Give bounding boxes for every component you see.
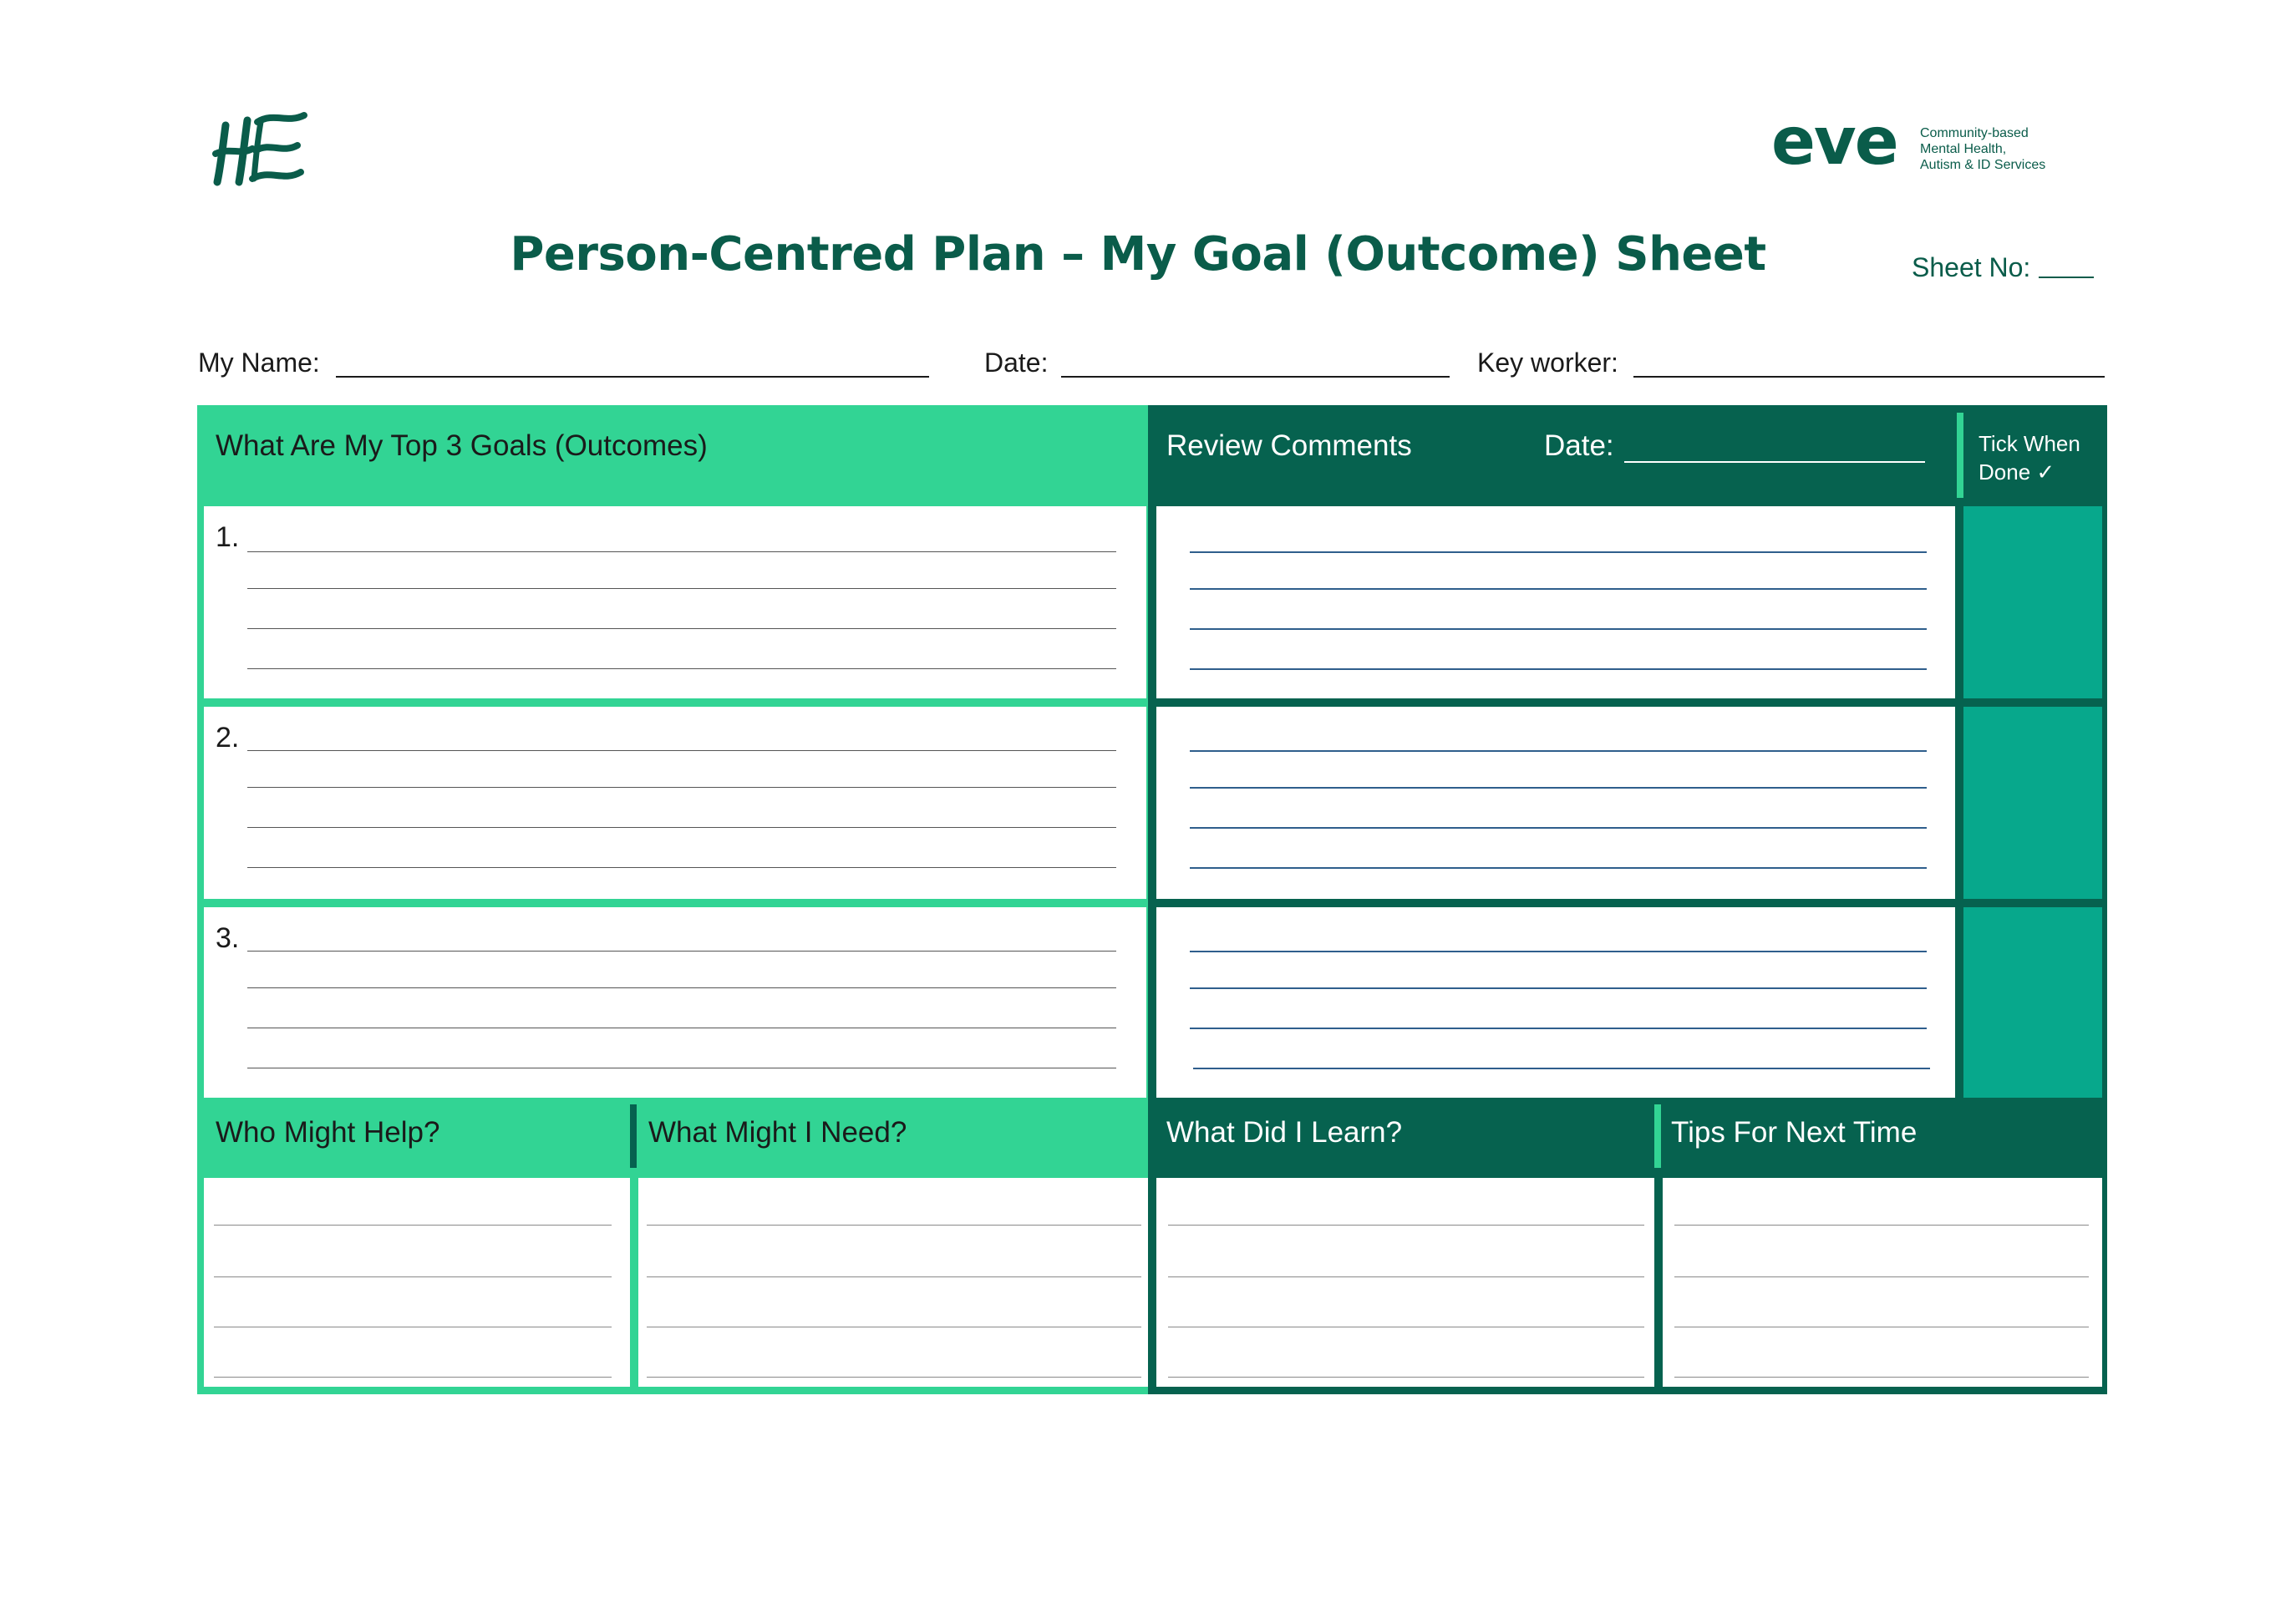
review-1-line (1190, 628, 1927, 630)
eve-logo (1771, 104, 2072, 180)
who-help-cell[interactable] (204, 1178, 630, 1387)
goal-cell-1[interactable] (204, 506, 1146, 698)
review-3-line (1193, 1068, 1930, 1069)
date-label: Date: (984, 348, 1049, 378)
review-2-line (1190, 867, 1927, 869)
eve-tagline-line: Mental Health, (1920, 142, 2007, 156)
eve-tagline-line: Community-based (1920, 126, 2029, 140)
bottom-right-divider (1654, 1104, 1661, 1168)
what-need-line (647, 1225, 1141, 1226)
tick-header-line: Tick When (1979, 431, 2080, 456)
goal-2-line (247, 750, 1116, 751)
goal-number-3: 3. (216, 922, 240, 954)
tick-cell-1[interactable] (1963, 506, 2102, 698)
what-need-line (647, 1276, 1141, 1277)
tips-next-cell[interactable] (1663, 1178, 2102, 1387)
page-title-text: Person-Centred Plan – My Goal (Outcome) Sheet (510, 227, 1766, 282)
keyworker-field[interactable] (1633, 376, 2105, 378)
what-learn-line (1168, 1276, 1644, 1277)
goal-1-line (247, 551, 1116, 552)
goal-2-line (247, 827, 1116, 828)
review-2-line (1190, 750, 1927, 752)
review-3-line (1190, 987, 1927, 989)
who-help-line (214, 1276, 612, 1277)
goal-3-line (247, 987, 1116, 988)
review-date-field[interactable] (1624, 461, 1925, 463)
what-learn-line (1168, 1377, 1644, 1378)
goals-header: What Are My Top 3 Goals (Outcomes) (216, 429, 708, 462)
goal-3-line (247, 951, 1116, 952)
tips-next-line (1674, 1377, 2089, 1378)
goal-1-line (247, 628, 1116, 629)
review-date-label: Date: (1544, 429, 1614, 462)
name-field[interactable] (336, 376, 929, 378)
tick-header-line: Done ✓ (1979, 459, 2055, 485)
tick-cell-2[interactable] (1963, 707, 2102, 899)
what-need-cell[interactable] (638, 1178, 1148, 1387)
eve-tagline-line: Autism & ID Services (1920, 158, 2046, 172)
eve-logo-tagline (1920, 125, 2079, 173)
tick-header (1979, 429, 2080, 486)
tips-next-header: Tips For Next Time (1671, 1116, 1918, 1149)
review-3-line (1190, 1028, 1927, 1029)
who-help-header: Who Might Help? (216, 1116, 440, 1149)
who-help-line (214, 1225, 612, 1226)
review-1-line (1190, 668, 1927, 670)
review-2-line (1190, 787, 1927, 789)
review-3-line (1190, 951, 1927, 952)
what-learn-line (1168, 1225, 1644, 1226)
goal-cell-3[interactable] (204, 907, 1146, 1098)
goal-2-line (247, 787, 1116, 788)
goal-cell-2[interactable] (204, 707, 1146, 899)
goal-2-line (247, 867, 1116, 868)
review-1-line (1190, 551, 1927, 553)
goal-1-line (247, 588, 1116, 589)
review-cell-2[interactable] (1156, 707, 1955, 899)
review-header: Review Comments (1166, 429, 1412, 462)
goal-number-1: 1. (216, 521, 240, 553)
name-label: My Name: (198, 348, 320, 378)
bottom-left-divider (630, 1104, 637, 1168)
goal-1-line (247, 668, 1116, 669)
tips-next-line (1674, 1276, 2089, 1277)
hse-logo (211, 109, 311, 189)
tick-divider (1957, 413, 1963, 498)
sheet-no-field[interactable] (2039, 277, 2094, 278)
what-need-header: What Might I Need? (648, 1116, 907, 1149)
tick-cell-3[interactable] (1963, 907, 2102, 1098)
what-learn-cell[interactable] (1156, 1178, 1654, 1387)
keyworker-label: Key worker: (1477, 348, 1618, 378)
sheet-no-label: Sheet No: (1912, 252, 2031, 282)
what-learn-header: What Did I Learn? (1166, 1116, 1403, 1149)
date-field[interactable] (1061, 376, 1450, 378)
eve-logo-wordmark: eve (1771, 104, 1897, 180)
goal-number-2: 2. (216, 722, 240, 754)
review-2-line (1190, 827, 1927, 829)
review-1-line (1190, 588, 1927, 590)
tips-next-line (1674, 1225, 2089, 1226)
what-need-line (647, 1377, 1141, 1378)
who-help-line (214, 1377, 612, 1378)
